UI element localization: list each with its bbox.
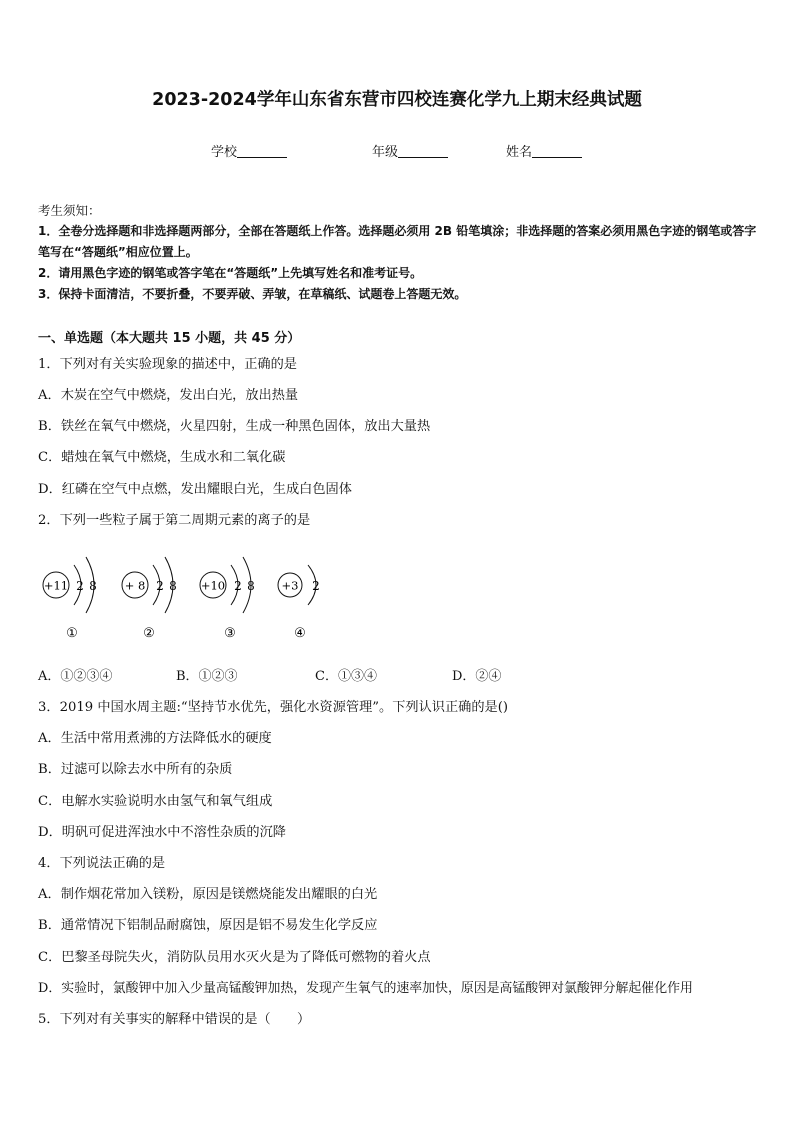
q1-option-b[interactable]: B．铁丝在氧气中燃烧，火星四射，生成一种黑色固体，放出大量热 [38,419,431,434]
atom-4-label: ④ [294,626,306,641]
q3-option-d[interactable]: D．明矾可促进浑浊水中不溶性杂质的沉降 [38,825,286,840]
q1-stem: 1．下列对有关实验现象的描述中，正确的是 [38,357,297,372]
atom-diagram-1 [43,557,97,641]
atom-4-shell-1: 2 [312,579,320,593]
q2-option-d[interactable]: D．②④ [452,669,502,684]
atom-1-nucleus: +11 [43,578,69,593]
atom-1-shell-2: 8 [89,579,97,593]
grade-label: 年级 [372,145,399,160]
notice-item-2: 2．请用黑色字迹的钢笔或答字笔在“答题纸”上先填写姓名和准考证号。 [38,266,423,280]
grade-field[interactable] [372,141,448,160]
atom-diagram-2 [122,557,177,641]
atom-2-shell-1: 2 [156,579,164,593]
exam-title: 2023-2024学年山东省东营市四校连赛化学九上期末经典试题 [152,90,642,110]
grade-blank[interactable] [398,145,448,158]
school-blank[interactable] [237,145,287,158]
section-heading: 一、单选题（本大题共 15 小题，共 45 分） [38,331,301,346]
atom-3-nucleus: +10 [200,578,226,593]
atom-1-shell-1: 2 [76,579,84,593]
q4-option-b[interactable]: B．通常情况下铝制品耐腐蚀，原因是铝不易发生化学反应 [38,918,378,933]
q4-option-a[interactable]: A．制作烟花常加入镁粉，原因是镁燃烧能发出耀眼的白光 [38,887,378,902]
atom-3-shell-1: 2 [234,579,242,593]
q1-option-d[interactable]: D．红磷在空气中点燃，发出耀眼白光，生成白色固体 [38,482,352,497]
atom-structure-diagrams [36,545,336,650]
notice-heading: 考生须知： [38,203,101,218]
q3-option-b[interactable]: B．过滤可以除去水中所有的杂质 [38,762,233,777]
q3-option-a[interactable]: A．生活中常用煮沸的方法降低水的硬度 [38,731,272,746]
atom-3-shell-2: 8 [247,579,255,593]
q4-stem: 4．下列说法正确的是 [38,856,166,871]
atom-1-label: ① [66,626,78,641]
q2-option-b[interactable]: B．①②③ [176,669,238,684]
atom-diagram-3 [200,557,255,641]
school-field[interactable] [211,141,287,160]
notice-block [38,200,758,305]
q2-option-a[interactable]: A．①②③④ [38,669,113,684]
q5-stem: 5．下列对有关事实的解释中错误的是（ ） [38,1012,311,1027]
q2-option-c[interactable]: C．①③④ [315,669,377,684]
notice-item-3: 3．保持卡面清洁，不要折叠，不要弄破、弄皱，在草稿纸、试题卷上答题无效。 [38,287,467,301]
atom-2-label: ② [143,626,155,641]
notice-item-1: 1．全卷分选择题和非选择题两部分，全部在答题纸上作答。选择题必须用 2B 铅笔填涂；非选择题的答案必须用黑色字迹的钢笔或答字笔写在“答题纸”相应位置上。 [38,224,757,259]
q4-option-d[interactable]: D．实验时，氯酸钾中加入少量高锰酸钾加热，发现产生氧气的速率加快，原因是高锰酸钾对氯酸钾分解起催化作用 [38,981,693,996]
atom-4-nucleus: +3 [281,578,299,593]
q4-option-c[interactable]: C．巴黎圣母院失火，消防队员用水灭火是为了降低可燃物的着火点 [38,950,431,965]
q1-option-a[interactable]: A．木炭在空气中燃烧，发出白光，放出热量 [38,388,299,403]
school-label: 学校 [211,145,238,160]
name-blank[interactable] [532,145,582,158]
atom-2-shell-2: 8 [169,579,177,593]
atom-3-label: ③ [224,626,236,641]
q1-option-c[interactable]: C．蜡烛在氧气中燃烧，生成水和二氧化碳 [38,450,286,465]
q2-stem: 2．下列一些粒子属于第二周期元素的离子的是 [38,513,311,528]
name-label: 姓名 [506,145,533,160]
name-field[interactable] [506,141,582,160]
q3-stem: 3．2019 中国水周主题:“坚持节水优先，强化水资源管理”。下列认识正确的是() [38,700,508,715]
q3-option-c[interactable]: C．电解水实验说明水由氢气和氧气组成 [38,794,273,809]
atom-diagram-4 [278,565,320,641]
atom-2-nucleus: + 8 [124,578,146,593]
